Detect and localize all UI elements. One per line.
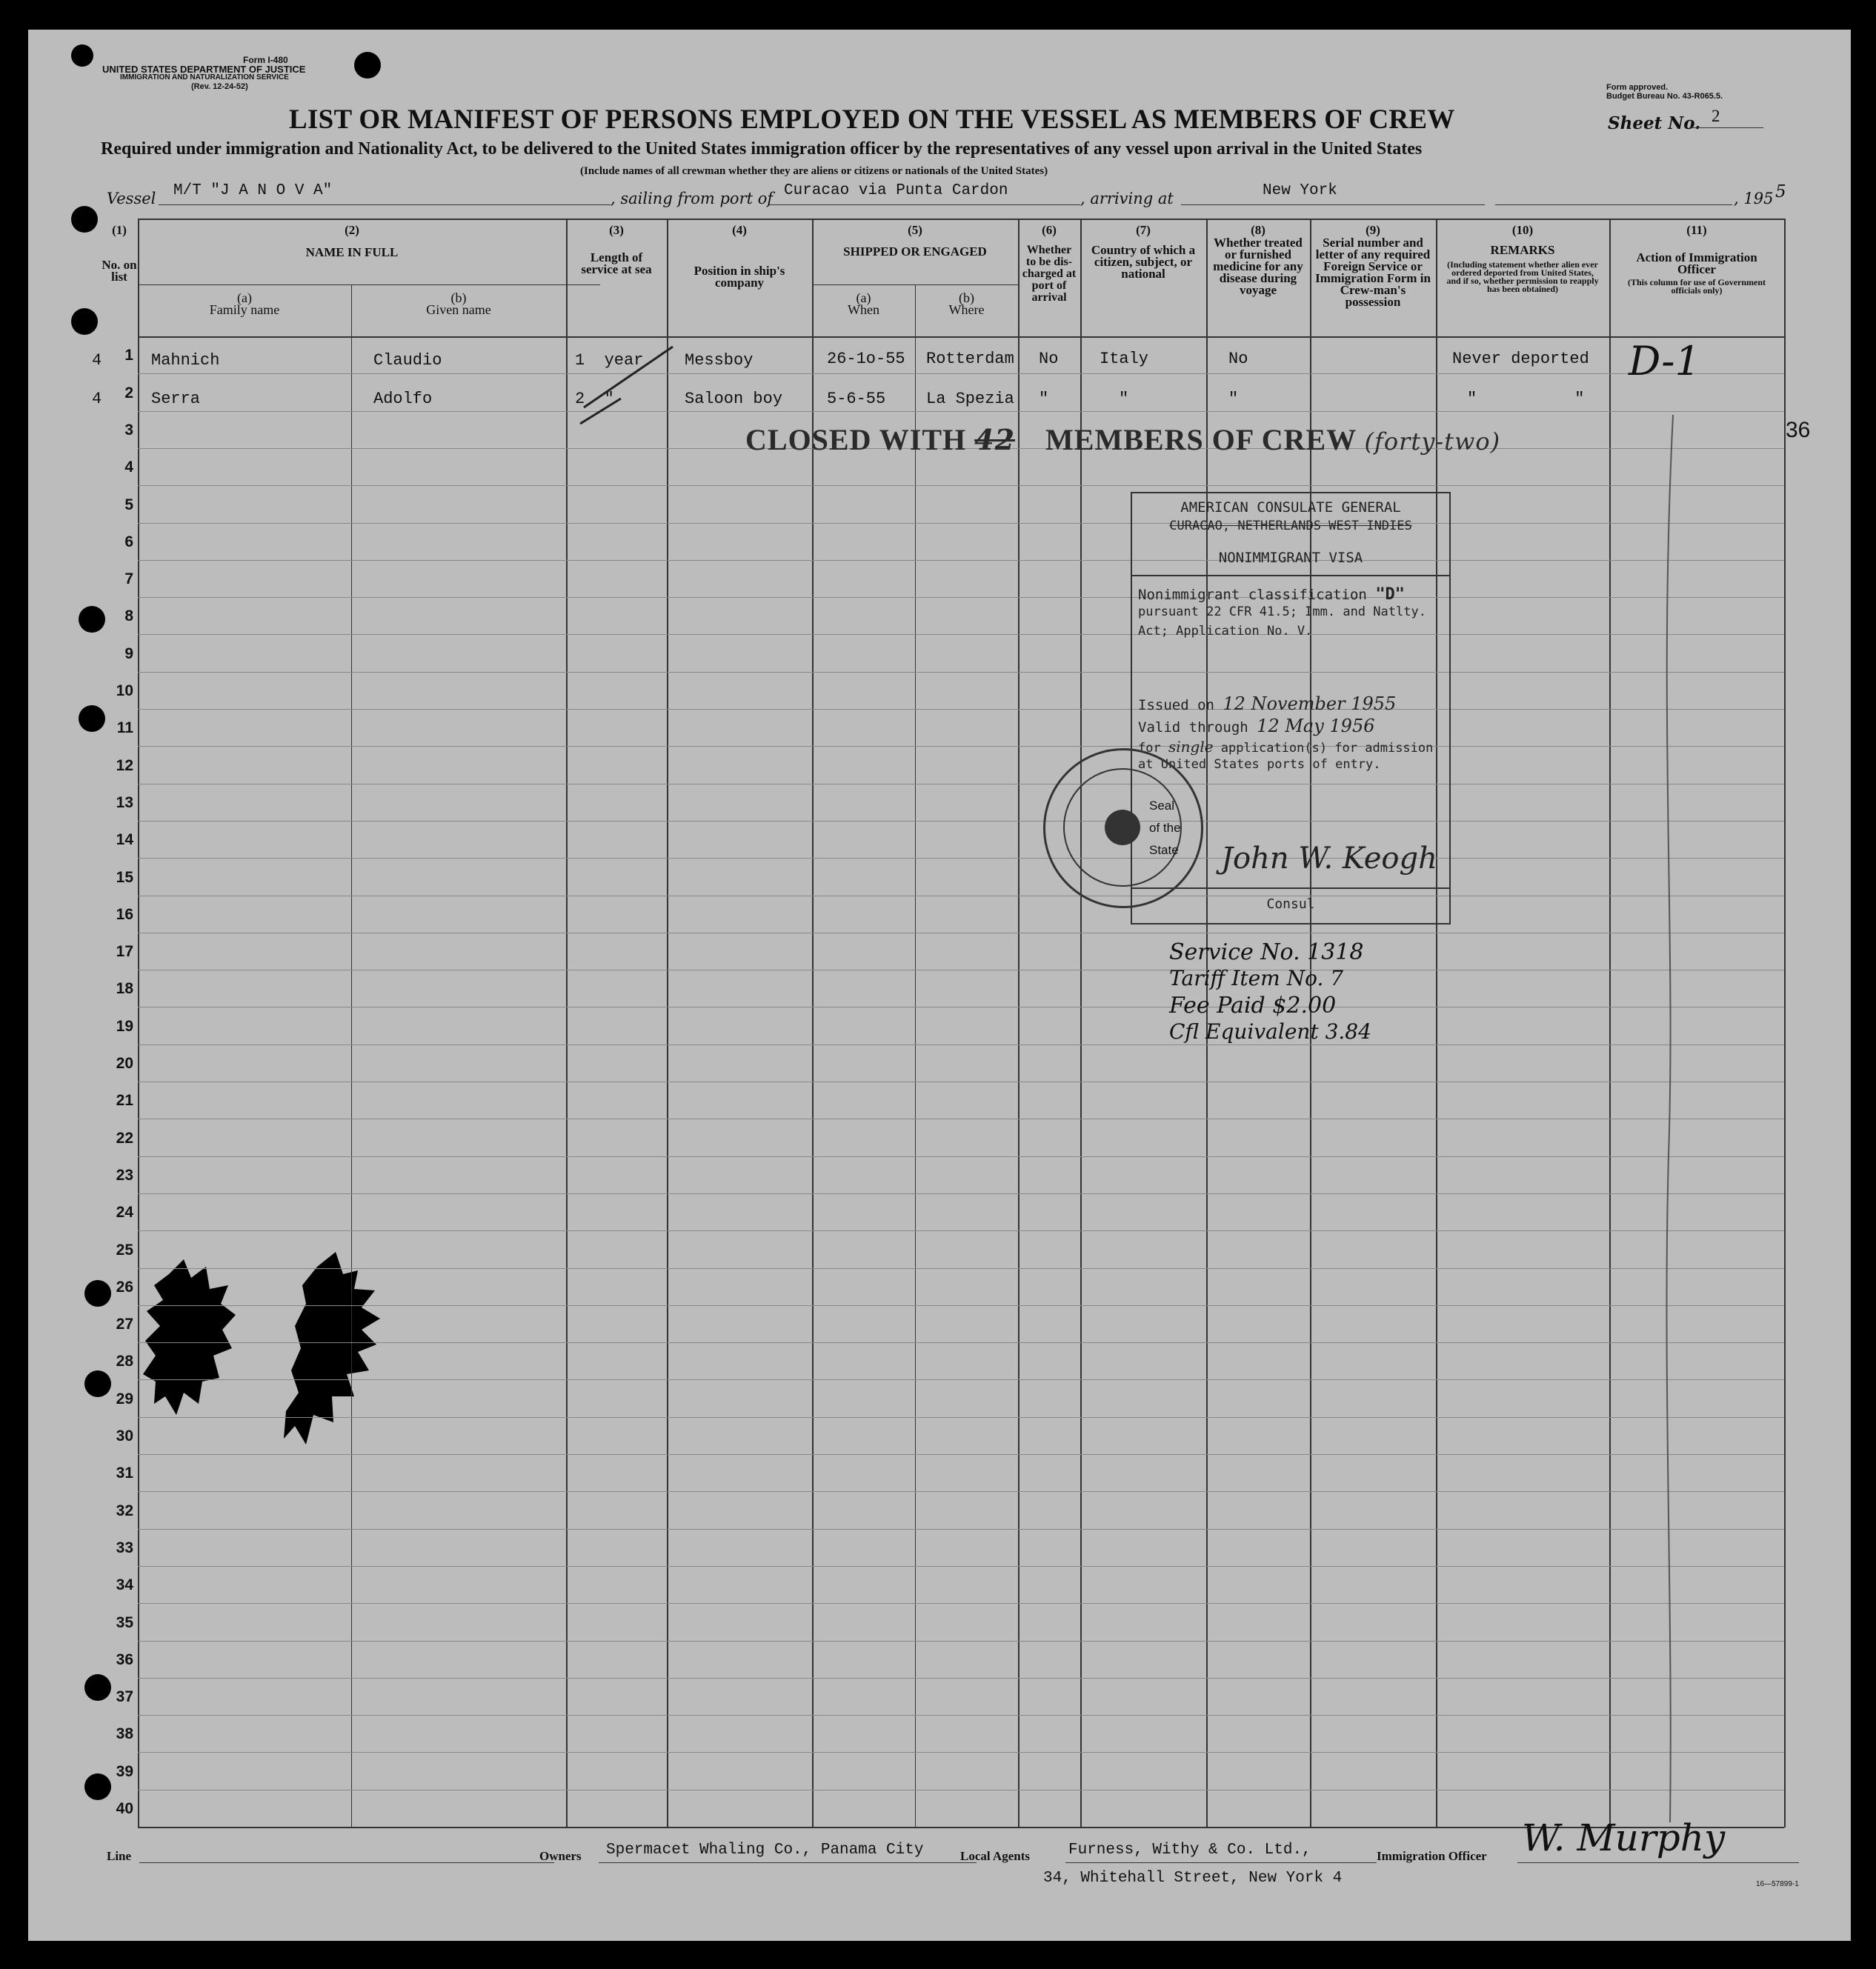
table-row-line	[138, 1417, 1784, 1418]
table-row-line	[138, 1305, 1784, 1306]
form-number: Form I-480	[243, 55, 288, 65]
shipped-where: Rotterdam	[926, 350, 1014, 368]
row-number: 9	[124, 645, 133, 662]
officer-rule	[1517, 1862, 1799, 1863]
treated: "	[1228, 390, 1239, 408]
margin-line	[1643, 415, 1703, 1822]
arriving-text: New York	[1263, 182, 1337, 199]
classification-label: Nonimmigrant classification	[1138, 587, 1367, 603]
owners-rule	[599, 1862, 977, 1863]
col-divider	[1784, 219, 1786, 1828]
row-number: 17	[116, 943, 133, 960]
port-text: Curacao via Punta Cardon	[784, 182, 1008, 199]
table-row-line	[138, 709, 1784, 710]
row-number: 22	[116, 1130, 133, 1147]
col2-number: (2)	[345, 223, 359, 237]
stamp-line: NONIMMIGRANT VISA	[1218, 550, 1363, 566]
vessel-label: Vessel	[107, 190, 156, 207]
budget-bureau: Budget Bureau No. 43-R065.5.	[1606, 92, 1723, 101]
row-number: 36	[116, 1651, 133, 1668]
year-prefix: , 195	[1734, 190, 1774, 207]
col-divider	[351, 284, 352, 1828]
col7-number: (7)	[1136, 223, 1151, 237]
position: Messboy	[685, 351, 754, 370]
row-number: 26	[116, 1279, 133, 1296]
for-entries: single	[1168, 738, 1214, 756]
treated: No	[1228, 350, 1248, 368]
table-row-line	[138, 1603, 1784, 1604]
consulate-seal	[1043, 748, 1203, 908]
given-name: Adolfo	[373, 390, 433, 408]
for-line	[1138, 738, 1433, 756]
owners-value: Spermacet Whaling Co., Panama City	[606, 1842, 924, 1859]
row-number: 13	[116, 794, 133, 811]
family-name: Serra	[151, 390, 201, 408]
col-divider	[138, 219, 139, 1828]
family-name: Mahnich	[151, 351, 220, 370]
row-number: 12	[116, 757, 133, 774]
col9-header: Serial number and letter of any required Foreign Service or Immigration Form in Crew-man's possession	[1315, 236, 1431, 309]
table-row-line	[138, 1230, 1784, 1231]
closed-prefix: CLOSED WITH	[745, 423, 967, 456]
form-note: (Include names of all crewman whether they are aliens or citizens or nationals of the United States)	[580, 165, 1048, 177]
tally-strokes	[576, 341, 695, 430]
row-number: 14	[116, 831, 133, 848]
row-number: 6	[124, 533, 133, 550]
col3-header: Length of service at sea	[581, 250, 652, 276]
row-number: 16	[116, 906, 133, 923]
table-row-line	[138, 411, 1784, 412]
col11-number: (11)	[1686, 223, 1707, 237]
row-number: 31	[116, 1465, 133, 1482]
binder-hole	[71, 44, 93, 67]
row-number: 38	[116, 1725, 133, 1742]
valid-label: Valid through	[1138, 719, 1248, 736]
seal-text: Seal of the State	[1149, 799, 1181, 857]
row-number: 35	[116, 1614, 133, 1631]
issued-date: 12 November 1955	[1223, 693, 1397, 714]
row-number: 2	[124, 384, 133, 402]
table-row-line	[138, 821, 1784, 822]
table-row-line	[138, 634, 1784, 635]
row-number: 32	[116, 1502, 133, 1519]
closed-words: (forty-two)	[1364, 427, 1501, 456]
row-number: 37	[116, 1688, 133, 1705]
row-number: 5	[124, 496, 133, 513]
row-number: 8	[124, 607, 133, 624]
row-number: 3	[124, 422, 133, 439]
row-prefix: 4	[92, 351, 102, 370]
row-number: 19	[116, 1018, 133, 1035]
col1-number: (1)	[112, 223, 127, 237]
service-name: IMMIGRATION AND NATURALIZATION SERVICE	[120, 73, 289, 81]
fee-line: Cfl Equivalent 3.84	[1169, 1019, 1371, 1044]
table-row-line	[138, 1342, 1784, 1343]
row-number: 33	[116, 1539, 133, 1556]
valid-line	[1138, 716, 1375, 736]
blank-field	[1495, 182, 1732, 205]
closed-count: 42	[974, 423, 1016, 456]
col-divider	[812, 219, 814, 1828]
eagle-icon	[1105, 810, 1140, 845]
row-number: 18	[116, 980, 133, 997]
col10-subheader: (Including statement whether alien ever ordered deported from United States, and if so, whether permission to reapply has been obtained)	[1446, 259, 1599, 294]
table-row-line	[138, 1715, 1784, 1716]
closed-text	[745, 422, 1500, 457]
col2-header: NAME IN FULL	[305, 245, 399, 259]
remarks: " "	[1467, 390, 1585, 408]
table-row-line	[138, 485, 1784, 486]
row-number: 10	[116, 682, 133, 699]
col-divider	[1436, 219, 1437, 1828]
row-number: 34	[116, 1576, 133, 1593]
agents-label: Local Agents	[960, 1849, 1030, 1863]
country: "	[1119, 390, 1129, 408]
form-approved: Form approved.	[1606, 83, 1669, 92]
col8-number: (8)	[1251, 223, 1265, 237]
arriving-label: , arriving at	[1080, 190, 1174, 207]
remarks: Never deported	[1452, 350, 1589, 368]
agents-rule	[1065, 1862, 1377, 1863]
table-row-line	[138, 858, 1784, 859]
sheet-no-value	[1689, 107, 1763, 128]
subheader-divider	[138, 284, 600, 285]
officer-action-mark: D-1	[1629, 338, 1700, 384]
agents-address: 34, Whitehall Street, New York 4	[1043, 1870, 1343, 1887]
col5-header: SHIPPED OR ENGAGED	[843, 244, 987, 259]
issued-label: Issued on	[1138, 697, 1214, 713]
vessel-name-text: M/T "J A N O V A"	[173, 182, 333, 199]
stamp-line: CURACAO, NETHERLANDS WEST INDIES	[1169, 519, 1412, 533]
row-number: 39	[116, 1763, 133, 1780]
col11-subheader: (This column for use of Government officials only)	[1627, 277, 1766, 296]
col-divider	[1609, 219, 1611, 1828]
binder-hole	[354, 52, 381, 79]
col2a-header: (a) Family name	[209, 290, 280, 317]
row-prefix: 4	[92, 390, 102, 408]
sheet-no-label: Sheet No.	[1608, 113, 1701, 133]
row-number: 23	[116, 1167, 133, 1184]
table-row-line	[138, 746, 1784, 747]
print-number: 16—57899-1	[1756, 1880, 1799, 1888]
col8-header: Whether treated or furnished medicine for any disease during voyage	[1213, 236, 1303, 297]
row-number: 24	[116, 1204, 133, 1221]
table-row-line	[138, 1566, 1784, 1567]
page-title: LIST OR MANIFEST OF PERSONS EMPLOYED ON THE VESSEL AS MEMBERS OF CREW	[289, 104, 1455, 135]
col-divider	[566, 219, 568, 1828]
sailing-label: , sailing from port of	[611, 190, 774, 207]
stamp-line: application(s) for admission	[1220, 741, 1434, 756]
col11-header: Action of Immigration Officer	[1636, 250, 1757, 276]
stamp-divider	[1132, 575, 1449, 576]
owners-label: Owners	[539, 1849, 582, 1863]
row-number: 40	[116, 1800, 133, 1817]
table-row-line	[138, 1268, 1784, 1269]
consul-label: Consul	[1266, 896, 1315, 912]
table-row-line	[138, 1156, 1784, 1157]
department-name: UNITED STATES DEPARTMENT OF JUSTICE	[102, 64, 306, 75]
binder-hole	[71, 308, 98, 335]
given-name: Claudio	[373, 351, 442, 370]
binder-hole	[71, 206, 98, 233]
header-bottom-border	[138, 336, 1784, 338]
for-label: for	[1138, 741, 1161, 756]
stamp-line	[1138, 585, 1405, 604]
col5a-header: (a) When	[848, 290, 879, 317]
stamp-line: pursuant 22 CFR 41.5; Imm. and Natlty.	[1138, 604, 1426, 619]
sheet-number: 2	[1712, 107, 1720, 125]
year-digit: 5	[1775, 182, 1786, 201]
shipped-when: 5-6-55	[827, 390, 886, 408]
table-row-line	[138, 373, 1784, 374]
row-number: 21	[116, 1092, 133, 1109]
col-divider	[667, 219, 668, 1828]
row-number: 27	[116, 1316, 133, 1333]
officer-signature: W. Murphy	[1522, 1816, 1726, 1859]
table-row-line	[138, 1379, 1784, 1380]
discharged: "	[1039, 390, 1049, 408]
discharged: No	[1039, 350, 1059, 368]
fee-line: Service No. 1318	[1169, 939, 1364, 965]
port-of-departure	[769, 182, 1080, 205]
form-subtitle: Required under immigration and Nationality Act, to be delivered to the United States immigration officer by the representatives of any vessel upon arrival in the United States	[101, 139, 1423, 159]
col4-number: (4)	[732, 223, 747, 237]
officer-label: Immigration Officer	[1377, 1849, 1487, 1863]
form-revision: (Rev. 12-24-52)	[191, 82, 248, 91]
table-top-border	[138, 219, 1784, 220]
manifest-sheet	[28, 30, 1851, 1941]
col9-number: (9)	[1366, 223, 1380, 237]
col4-header: Position in ship's company	[693, 264, 785, 290]
row-number: 1	[124, 347, 133, 364]
valid-date: 12 May 1956	[1257, 716, 1375, 736]
length-of-service: 1 year	[575, 351, 644, 370]
stamp-line: AMERICAN CONSULATE GENERAL	[1180, 499, 1401, 516]
row-number: 4	[124, 459, 133, 476]
signature-rule	[1132, 887, 1449, 889]
col7-header: Country of which a citizen, subject, or national	[1091, 243, 1196, 281]
col-divider	[915, 284, 916, 1828]
col1-header: No. on list	[102, 258, 137, 284]
col2b-header: (b) Given name	[426, 290, 491, 317]
row-number: 30	[116, 1427, 133, 1445]
col5-number: (5)	[908, 223, 922, 237]
closed-suffix: MEMBERS OF CREW	[1045, 423, 1357, 456]
row-number: 25	[116, 1242, 133, 1259]
row-number: 7	[124, 570, 133, 587]
table-row-line	[138, 560, 1784, 561]
footer-line-label: Line	[107, 1849, 132, 1863]
row-number: 29	[116, 1390, 133, 1407]
stamp-line: at United States ports of entry.	[1138, 757, 1381, 772]
classification-value: "D"	[1375, 585, 1406, 604]
col10-header: REMARKS	[1490, 243, 1555, 257]
agents-value: Furness, Withy & Co. Ltd.,	[1068, 1842, 1311, 1859]
ink-blot	[139, 1245, 458, 1467]
fee-line: Tariff Item No. 7	[1169, 966, 1344, 990]
position: Saloon boy	[685, 390, 783, 408]
table-row-line	[138, 523, 1784, 524]
vessel-name	[159, 182, 611, 205]
arriving-port	[1181, 182, 1485, 205]
footer-line-field	[139, 1862, 554, 1863]
shipped-where: La Spezia	[926, 390, 1014, 408]
side-count: 36	[1786, 418, 1811, 442]
col5b-header: (b) Where	[948, 290, 985, 317]
table-row-line	[138, 1752, 1784, 1753]
table-row-line	[138, 672, 1784, 673]
fee-line: Fee Paid $2.00	[1169, 993, 1337, 1019]
country: Italy	[1100, 350, 1149, 368]
col3-number: (3)	[609, 223, 624, 237]
table-row-line	[138, 1193, 1784, 1194]
table-row-line	[138, 1454, 1784, 1455]
stamp-line: Act; Application No. V.	[1138, 624, 1313, 639]
shipped-when: 26-1o-55	[827, 350, 905, 368]
table-row-line	[138, 1678, 1784, 1679]
table-row-line	[138, 1529, 1784, 1530]
col6-header: Whether to be dis-charged at port of arrival	[1022, 244, 1077, 304]
length-of-service: 2 "	[575, 390, 614, 408]
table-row-line	[138, 597, 1784, 598]
row-number: 20	[116, 1055, 133, 1072]
col10-number: (10)	[1511, 223, 1534, 237]
table-row-line	[138, 1641, 1784, 1642]
issued-line	[1138, 693, 1396, 714]
row-number: 28	[116, 1353, 133, 1370]
table-row-line	[138, 1491, 1784, 1492]
consul-signature: John W. Keogh	[1221, 842, 1437, 876]
col-divider	[1080, 219, 1082, 1828]
col-divider	[1018, 219, 1020, 1828]
row-number: 15	[116, 869, 133, 886]
row-number: 11	[116, 719, 133, 736]
col6-number: (6)	[1042, 223, 1057, 237]
